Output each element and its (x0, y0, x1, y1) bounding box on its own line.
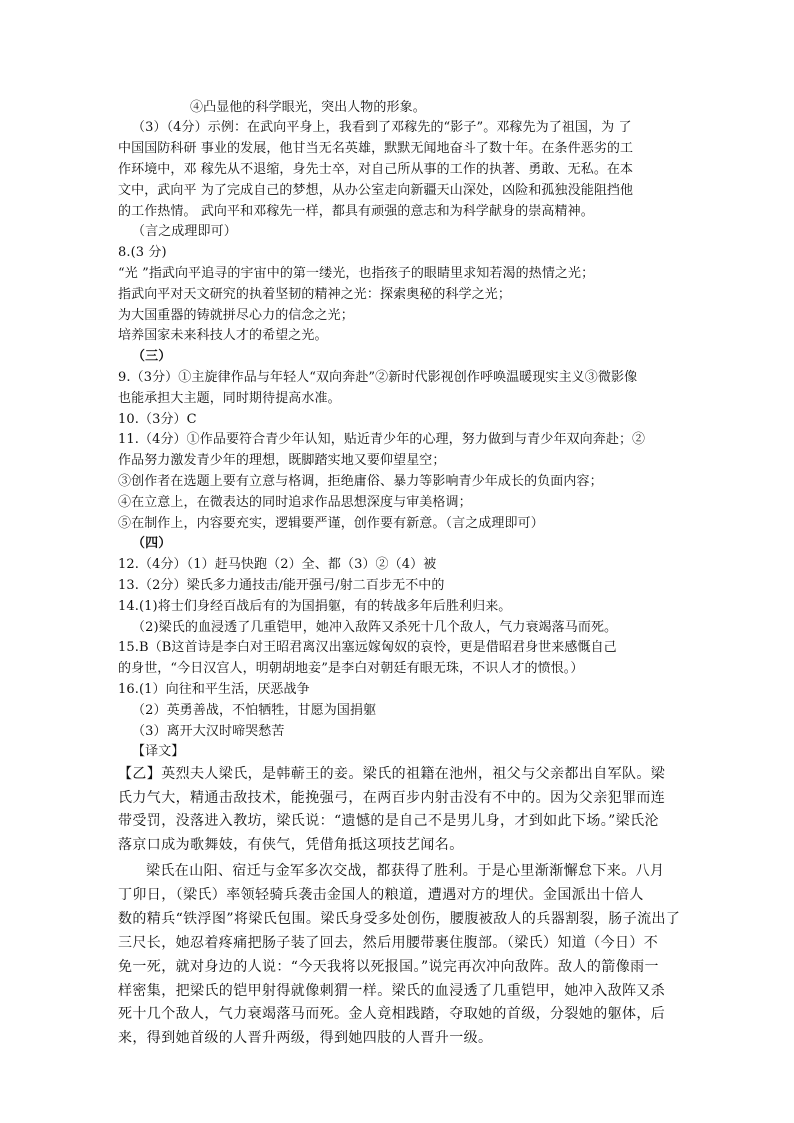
translation-line: 带受罚，没落进入教坊，梁氏说：“遗憾的是自己不是男儿身，才到如此下场。”梁氏沦 (118, 813, 659, 829)
answer-line: 指武向平对天文研究的执着坚韧的精神之光：探索奥秘的科学之光； (118, 287, 512, 302)
translation-line: 来，得到她首级的人晋升两级，得到她四肢的人晋升一级。 (118, 1030, 493, 1046)
answer-line: （3）离开大汉时啼哭愁苦 (132, 724, 285, 739)
translation-line: 三尺长，她忍着疼痛把肠子装了回去，然后用腰带裹住腹部。（梁氏）知道（今日）不 (118, 935, 659, 951)
answer-line: 为大国重器的铸就拼尽心力的信念之光； (118, 308, 354, 323)
section-heading: （四） (132, 536, 172, 551)
question-number: 8.(3 分) (118, 245, 167, 260)
answer-line: （2）英勇善战，不怕牺牲，甘愿为国捐躯 (132, 703, 377, 718)
answer-line: ④凸显他的科学眼光，突出人物的形象。 (190, 100, 426, 115)
answer-line: （3）（4分）示例：在武向平身上，我看到了邓稼先的“影子”。邓稼先为了祖国，为 了 (132, 120, 632, 135)
answer-line: 15.B（B这首诗是李白对王昭君离汉出塞远嫁匈奴的哀怜，更是借昭君身世来感慨自己 (118, 640, 617, 655)
answer-line: ④在立意上，在微表达的同时追求作品思想深度与审美格调； (118, 495, 472, 510)
translation-line: 丁卯日，（梁氏）率领轻骑兵袭击金国人的粮道，遭遇对方的埋伏。金国派出十倍人 (118, 887, 644, 903)
translation-line: 氏力气大，精通击敌技术，能挽强弓，在两百步内射击没有不中的。因为父亲犯罪而连 (118, 790, 666, 806)
section-heading: （三） (132, 349, 172, 364)
answer-line: ⑤在制作上，内容要充实，逻辑要严谨，创作要有新意。（言之成理即可） (118, 516, 544, 531)
answer-line: 培养国家未来科技人才的希望之光。 (118, 328, 328, 343)
answer-line: 11.（4分）①作品要符合青少年认知，贴近青少年的心理，努力做到与青少年双向奔赴；② (118, 432, 646, 447)
translation-line: 梁氏在山阳、宿迁与金军多次交战，都获得了胜利。于是心里渐渐懈怠下来。八月 (146, 863, 665, 879)
answer-line: ③创作者在选题上要有立意与格调，拒绝庸俗、暴力等影响青少年成长的负面内容； (118, 474, 603, 489)
answer-line: 也能承担大主题，同时期待提高水准。 (118, 391, 341, 406)
translation-line: 【乙】英烈夫人梁氏，是韩蕲王的妾。梁氏的祖籍在池州，祖父与父亲都出自军队。梁 (118, 766, 666, 782)
answer-line: （言之成理即可） (132, 224, 237, 239)
answer-line: 的工作热情。 武向平和邓稼先一样，都具有顽强的意志和为科学献身的崇高精神。 (118, 204, 594, 219)
answer-line: 16.(1）向往和平生活，厌恶战争 (118, 682, 310, 697)
answer-line: 14.(1)将士们身经百战后有的为国捐躯，有的转战多年后胜利归来。 (118, 599, 512, 614)
translation-line: 免一死，就对身边的人说：“今天我将以死报国。”说完再次冲向敌阵。敌人的箭像雨一 (118, 959, 659, 975)
translation-line: 数的精兵“铁浮图”将梁氏包围。梁氏身受多处创伤，腰腹被敌人的兵器割裂，肠子流出了 (118, 911, 681, 927)
answer-line: 10.（3分）C (118, 412, 197, 427)
answer-line: （2)梁氏的血浸透了几重铠甲，她冲入敌阵又杀死十几个敌人，气力衰竭落马而死。 (132, 620, 618, 635)
answer-line: “光 ”指武向平追寻的宇宙中的第一缕光，也指孩子的眼睛里求知若渴的热情之光； (118, 266, 595, 281)
answer-line: 作环境中，邓 稼先从不退缩，身先士卒，对自己所从事的工作的执著、勇敢、无私。在本 (118, 162, 634, 177)
answer-line: 文中，武向平 为了完成自己的梦想，从办公室走向新疆天山深处，凶险和孤独没能阻挡他 (118, 183, 634, 198)
answer-line: 9.（3分）①主旋律作品与年轻人“双向奔赴”②新时代影视创作呼唤温暖现实主义③微影像 (118, 370, 638, 385)
translation-line: 死十几个敌人，气力衰竭落马而死。金人竟相践踏，夺取她的首级，分裂她的躯体，后 (118, 1006, 666, 1022)
translation-heading: 【译文】 (132, 744, 185, 759)
translation-line: 落京口成为歌舞妓，有侠气，凭借角抵这项技艺闻名。 (118, 837, 464, 853)
answer-line: 12.（4分）（1）赶马快跑（2）全、都（3）②（4）被 (118, 557, 437, 572)
answer-line: 作品努力激发青少年的理想，既脚踏实地又要仰望星空； (118, 453, 446, 468)
answer-line: 的身世，“今日汉宫人，明朝胡地妾”是李白对朝廷有眼无珠，不识人才的愤恨。） (118, 661, 584, 676)
translation-line: 样密集，把梁氏的铠甲射得就像刺猬一样。梁氏的血浸透了几重铠甲，她冲入敌阵又杀 (118, 983, 666, 999)
answer-line: 13.（2分）梁氏多力通技击/能开强弓/射二百步无不中的 (118, 578, 445, 593)
answer-line: 中国国防科研 事业的发展，他甘当无名英雄，默默无闻地奋斗了数十年。在条件恶劣的工 (118, 141, 634, 156)
